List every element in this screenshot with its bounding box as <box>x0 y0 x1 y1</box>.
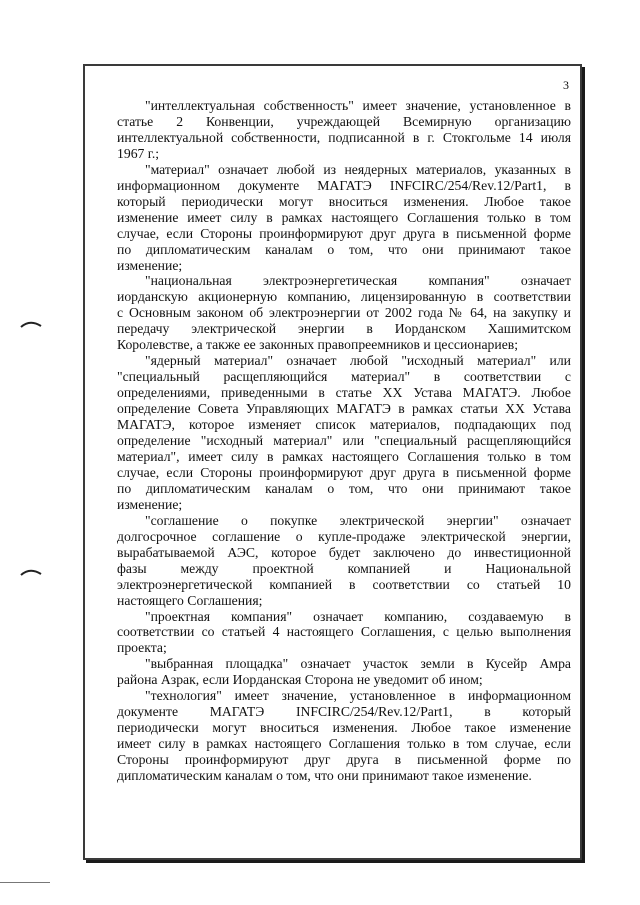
definition-project-company <box>117 609 571 657</box>
text-line: периодически могут вноситься изменения. Любое такое изменение <box>117 720 571 736</box>
text-line: 1967 г.; <box>117 145 160 161</box>
text-line: по дипломатическим каналам о том, что они принимают такое <box>117 241 571 257</box>
text-line: "технология" имеет значение, установленное в информационном <box>145 688 571 704</box>
definition-nuclear-material <box>117 353 571 513</box>
text-line: имеет силу в рамках настоящего Соглашения только в том случае, если <box>117 736 571 752</box>
text-line: определениями, приведенными в статье XX Устава МАГАТЭ. Любое <box>117 385 571 401</box>
document-body <box>117 98 571 784</box>
footer-rule <box>0 882 50 883</box>
text-line: статье 2 Конвенции, учреждающей Всемирную организацию <box>117 113 571 129</box>
text-line: изменение имеет силу в рамках настоящего Соглашения только в том <box>117 209 571 225</box>
definition-selected-site <box>117 656 571 688</box>
text-line: изменение; <box>117 257 183 273</box>
text-line: вырабатываемой АЭС, которое будет заключено до инвестиционной <box>117 544 571 560</box>
text-line: "проектная компания" означает компанию, создаваемую в <box>145 608 571 624</box>
text-line: электроэнергетической компанией в соответствии со статьей 10 <box>117 576 571 592</box>
page-number: 3 <box>563 78 569 92</box>
text-line: долгосрочное соглашение о купле-продаже электрической энергии, <box>117 528 571 544</box>
text-line: "ядерный материал" означает любой "исходный материал" или <box>145 353 571 369</box>
text-line: случае, если Стороны проинформируют друг друга в письменной форме <box>117 225 571 241</box>
text-line: определение Совета Управляющих МАГАТЭ в рамках статьи XX Устава <box>117 401 571 417</box>
definition-national-power-company <box>117 273 571 353</box>
text-line: "специальный расщепляющийся материал" в соответствии с <box>117 369 571 385</box>
text-line: дипломатическим каналам о том, что они принимают такое изменение. <box>117 768 532 784</box>
text-line: изменение; <box>117 496 183 512</box>
text-line: Королевстве, а также ее законных правопреемников и цессионариев; <box>117 337 519 353</box>
definition-technology <box>117 688 571 784</box>
text-line: Стороны проинформируют друг друга в письменной форме по <box>117 752 571 768</box>
text-line: документе МАГАТЭ INFCIRC/254/Rev.12/Part1, в который <box>117 704 571 720</box>
text-line: "материал" означает любой из неядерных материалов, указанных в <box>145 161 571 177</box>
text-line: который периодически могут вноситься изменения. Любое такое <box>117 193 571 209</box>
definition-material <box>117 162 571 274</box>
text-line: района Азрак, если Иорданская Сторона не уведомит об ином; <box>117 672 483 688</box>
text-line: материал", имеет силу в рамках настоящего Соглашения только в том <box>117 448 571 464</box>
text-line: МАГАТЭ, которое изменяет список материалов, подпадающих под <box>117 417 571 433</box>
text-line: с Основным законом об электроэнергии от 2002 года № 64, на закупку и <box>117 305 571 321</box>
text-line: "интеллектуальная собственность" имеет значение, установленное в <box>145 98 571 113</box>
text-line: иорданскую акционерную компанию, лицензированную в соответствии <box>117 289 571 305</box>
text-line: случае, если Стороны проинформируют друг друга в письменной форме <box>117 464 571 480</box>
text-line: определение "исходный материал" или "специальный расщепляющийся <box>117 433 571 449</box>
text-line: по дипломатическим каналам о том, что они принимают такое <box>117 480 571 496</box>
binding-hole-mark-upper <box>20 318 42 328</box>
binding-hole-mark-lower <box>20 566 42 576</box>
text-line: "национальная электроэнергетическая компания" означает <box>145 273 571 289</box>
text-line: "соглашение о покупке электрической энергии" означает <box>145 512 571 528</box>
text-line: интеллектуальной собственности, подписанной в г. Стокгольме 14 июля <box>117 129 571 145</box>
definition-intellectual-property <box>117 98 571 162</box>
text-line: передачу электрической энергии в Иорданском Хашимитском <box>117 321 571 337</box>
text-line: "выбранная площадка" означает участок земли в Кусейр Амра <box>145 656 571 672</box>
text-line: соответствии со статьей 4 настоящего Соглашения, с целью выполнения <box>117 624 571 640</box>
text-line: информационном документе МАГАТЭ INFCIRC/254/Rev.12/Part1, в <box>117 177 571 193</box>
text-line: настоящего Соглашения; <box>117 592 263 608</box>
text-line: фазы между проектной компанией и Национальной <box>117 560 571 576</box>
definition-power-purchase-agreement <box>117 513 571 609</box>
text-line: проекта; <box>117 640 167 656</box>
